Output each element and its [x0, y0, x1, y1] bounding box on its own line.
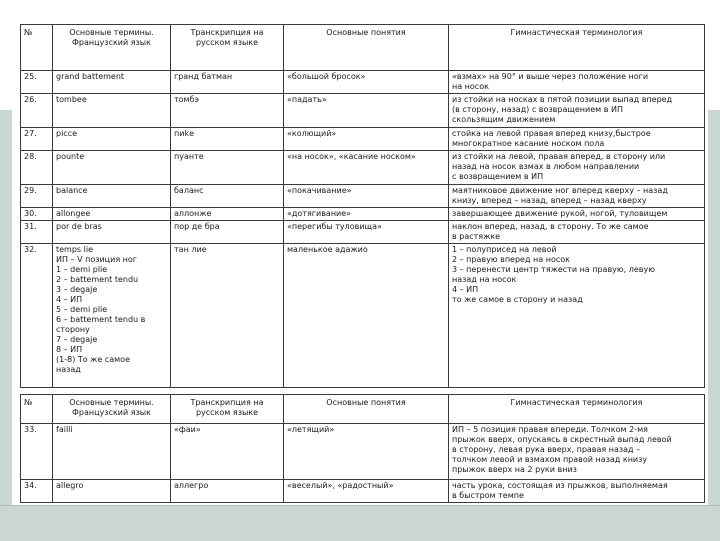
row-number: 26.	[21, 94, 53, 128]
gym-term: «взмах» на 90° и выше через положение ноги на носок	[449, 71, 705, 94]
concept: «колющий»	[284, 128, 449, 151]
transcription: гранд батман	[171, 71, 284, 94]
header-french-term: Основные термины. Французский язык	[53, 25, 171, 71]
french-term: picce	[53, 128, 171, 151]
table-row	[21, 71, 705, 94]
french-term: balance	[53, 185, 171, 208]
table-row	[21, 185, 705, 208]
french-term: pounte	[53, 151, 171, 185]
french-term: grand battement	[53, 71, 171, 94]
french-term: por de bras	[53, 221, 171, 244]
table-row	[21, 128, 705, 151]
header-gym-terminology: Гимнастическая терминология	[449, 25, 705, 71]
concept: «дотягивание»	[284, 208, 449, 221]
gym-term: маятниковое движение ног вперед кверху – назад книзу, вперед – назад, вперед – назад кверху	[449, 185, 705, 208]
header-french-term: Основные термины. Французский язык	[53, 395, 171, 424]
french-term: temps lie ИП – V позиция ног 1 – demi plie 2 – battement tendu 3 – degaje 4 – ИП 5 – demi plie 6 – battement tendu в сторону 7 – degaje 8 – ИП (1-8) То же самое назад	[53, 244, 171, 388]
row-number: 28.	[21, 151, 53, 185]
gym-term: ИП – 5 позиция правая впереди. Толчком 2-мя прыжок вверх, опускаясь в скрестный выпад левой в сторону, левая рука вверх, правая назад – толчком левой и взмахом правой назад книзу прыжок вверх на 2 руки вниз	[449, 424, 705, 480]
header-concept: Основные понятия	[284, 395, 449, 424]
header-concept: Основные понятия	[284, 25, 449, 71]
concept: «перегибы туловища»	[284, 221, 449, 244]
right-frame-band	[708, 110, 720, 540]
row-number: 29.	[21, 185, 53, 208]
gym-term: из стойки на левой, правая вперед, в сторону или назад на носок взмах в любом направлении с возвращением в ИП	[449, 151, 705, 185]
concept: маленькое адажио	[284, 244, 449, 388]
header-transcription: Транскрипция на русском языке	[171, 25, 284, 71]
table-header-row	[21, 395, 705, 424]
transcription: пуанте	[171, 151, 284, 185]
transcription: аллегро	[171, 480, 284, 503]
table-row	[21, 94, 705, 128]
table-row	[21, 221, 705, 244]
concept: «покачивание»	[284, 185, 449, 208]
gym-term: стойка на левой правая вперед книзу,быстрое многократное касание носком пола	[449, 128, 705, 151]
header-number: №	[21, 25, 53, 71]
table-header-row	[21, 25, 705, 71]
concept: «падать»	[284, 94, 449, 128]
table-row	[21, 480, 705, 503]
header-number: №	[21, 395, 53, 424]
french-term: allongee	[53, 208, 171, 221]
french-term: tombee	[53, 94, 171, 128]
row-number: 31.	[21, 221, 53, 244]
transcription: аллонже	[171, 208, 284, 221]
terminology-table-2	[20, 394, 705, 503]
row-number: 33.	[21, 424, 53, 480]
gym-term: часть урока, состоящая из прыжков, выполняемая в быстром темпе	[449, 480, 705, 503]
concept: «летящий»	[284, 424, 449, 480]
row-number: 30.	[21, 208, 53, 221]
transcription: пор де бра	[171, 221, 284, 244]
concept: «на носок», «касание носком»	[284, 151, 449, 185]
table-row	[21, 208, 705, 221]
row-number: 32.	[21, 244, 53, 388]
transcription: тан лие	[171, 244, 284, 388]
gym-term: завершающее движение рукой, ногой, туловищем	[449, 208, 705, 221]
bottom-frame-band	[0, 505, 720, 541]
french-term: allegro	[53, 480, 171, 503]
transcription: пиkе	[171, 128, 284, 151]
french-term: failli	[53, 424, 171, 480]
table-row	[21, 424, 705, 480]
concept: «веселый», «радостный»	[284, 480, 449, 503]
transcription: томбэ	[171, 94, 284, 128]
concept: «большой бросок»	[284, 71, 449, 94]
row-number: 34.	[21, 480, 53, 503]
header-gym-terminology: Гимнастическая терминология	[449, 395, 705, 424]
terminology-table-1	[20, 24, 705, 388]
row-number: 25.	[21, 71, 53, 94]
table-row	[21, 244, 705, 388]
left-frame-band	[0, 110, 12, 540]
row-number: 27.	[21, 128, 53, 151]
gym-term: наклон вперед, назад, в сторону. То же самое в растяжке	[449, 221, 705, 244]
gym-term: из стойки на носках в пятой позиции выпад вперед (в сторону, назад) с возвращением в ИП скользящим движением	[449, 94, 705, 128]
top-band	[0, 0, 720, 14]
transcription: «фаи»	[171, 424, 284, 480]
transcription: баланс	[171, 185, 284, 208]
gym-term: 1 – полуприсед на левой 2 – правую вперед на носок 3 – перенести центр тяжести на правую, левую назад на носок 4 – ИП то же самое в сторону и назад	[449, 244, 705, 388]
table-row	[21, 151, 705, 185]
header-transcription: Транскрипция на русском языке	[171, 395, 284, 424]
